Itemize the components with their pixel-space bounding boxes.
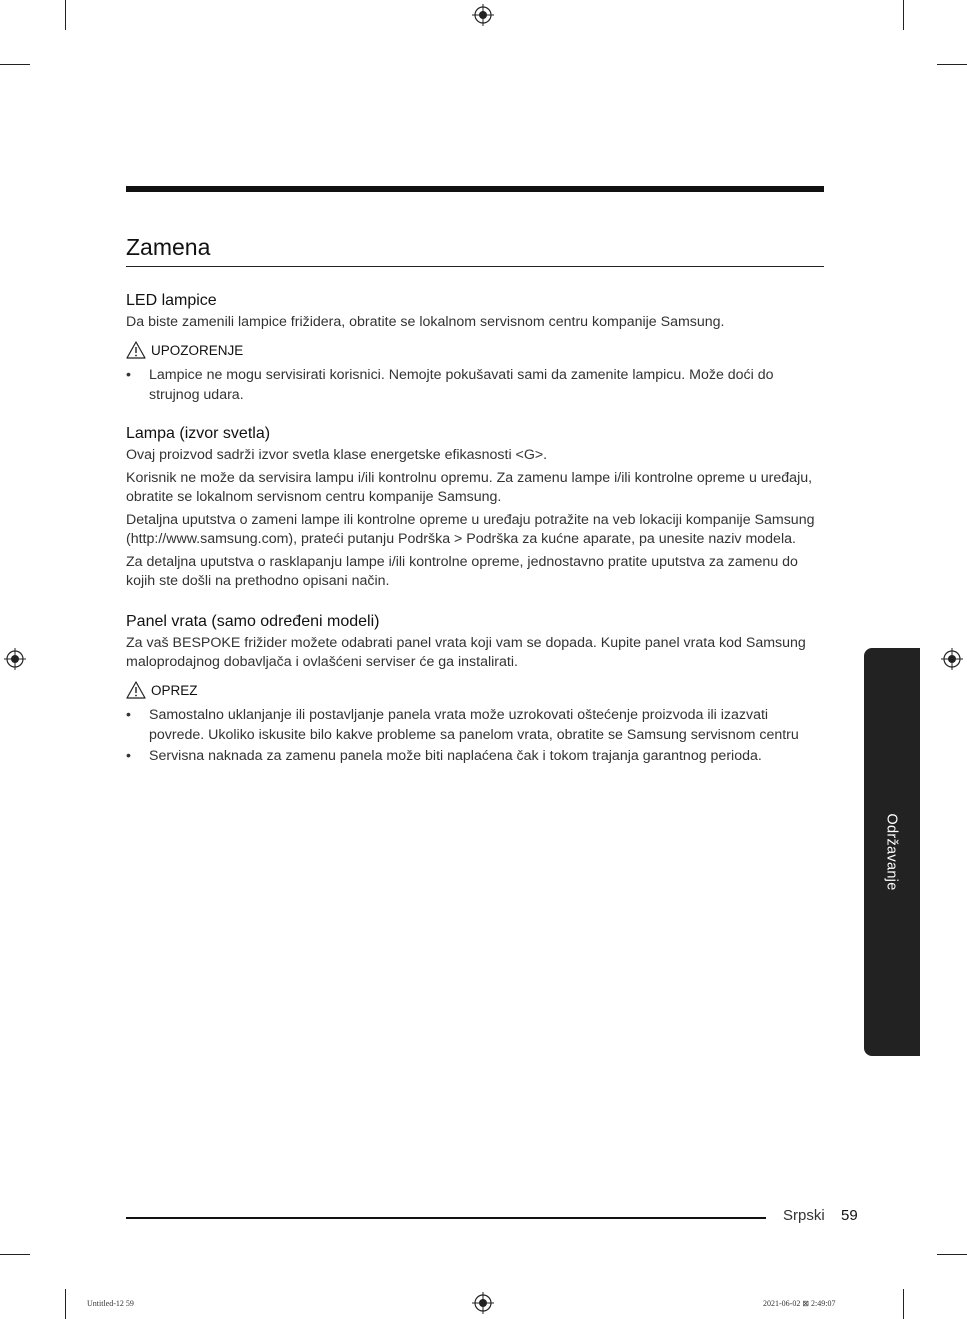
- print-date-info: 2021-06-02 ⊠ 2:49:07: [763, 1299, 836, 1308]
- crop-mark: [0, 1254, 30, 1255]
- crop-mark: [937, 64, 967, 65]
- lamp-heading: Lampa (izvor svetla): [126, 425, 271, 442]
- list-item: • Samostalno uklanjanje ili postavljanje panela vrata može uzrokovati oštećenje proizvoda ili izazvati povrede. Ukoliko iskusite bilo kakve probleme sa panelom vrata, obratite se Samsung servisnom centru: [126, 706, 826, 745]
- crop-mark: [903, 0, 904, 30]
- page-number: 59: [841, 1207, 858, 1224]
- lamp-paragraph: Korisnik ne može da servisira lampu i/ili kontrolnu opremu. Za zamenu lampe i/ili kontrolne opreme u uređaju, obratite se lokalnom servisnom centru kompanije Samsung.: [126, 469, 813, 505]
- crop-mark: [937, 1254, 967, 1255]
- warning-triangle-icon: [126, 341, 146, 359]
- lamp-paragraph: Ovaj proizvod sadrži izvor svetla klase energetske efikasnosti <G>.: [126, 447, 548, 463]
- panel-section: [126, 611, 826, 767]
- warning-label: UPOZORENJE: [151, 342, 244, 358]
- title-rule: [126, 266, 824, 267]
- registration-mark-icon: [941, 648, 963, 670]
- registration-mark-icon: [472, 4, 494, 26]
- footer-language: Srpski: [783, 1207, 825, 1224]
- led-heading: LED lampice: [126, 292, 217, 309]
- section-title: Zamena: [126, 234, 211, 260]
- chapter-tab-label: Održavanje: [884, 813, 900, 891]
- lamp-section: [126, 423, 826, 592]
- top-rule: [126, 186, 824, 192]
- crop-mark: [903, 1289, 904, 1319]
- caution-notice: [126, 681, 826, 701]
- lamp-paragraph: Za detaljna uputstva o rasklapanju lampe i/ili kontrolne opreme, jednostavno pratite uputstva za zamenu do kojih ste došli na prethodno opisani način.: [126, 553, 798, 589]
- registration-mark-icon: [472, 1292, 494, 1314]
- list-item: • Servisna naknada za zamenu panela može biti naplaćena čak i tokom trajanja garantnog perioda.: [126, 747, 826, 767]
- crop-mark: [65, 1289, 66, 1319]
- list-item: • Lampice ne mogu servisirati korisnici. Nemojte pokušavati sami da zamenite lampicu. Može doći do strujnog udara.: [126, 366, 826, 405]
- led-section: [126, 290, 826, 405]
- crop-mark: [0, 64, 30, 65]
- crop-mark: [65, 0, 66, 30]
- footer-rule: [126, 1217, 766, 1219]
- caution-list: [126, 706, 826, 767]
- led-text: Da biste zamenili lampice frižidera, obratite se lokalnom servisnom centru kompanije Samsung.: [126, 314, 725, 330]
- panel-heading: Panel vrata (samo određeni modeli): [126, 612, 380, 630]
- print-file-info: Untitled-12 59: [87, 1299, 134, 1308]
- main-content: [126, 290, 826, 769]
- caution-label: OPREZ: [151, 682, 198, 698]
- warning-list: [126, 366, 826, 405]
- lamp-paragraph: Detaljna uputstva o zameni lampe ili kontrolne opreme u uređaju potražite na veb lokaciji kompanije Samsung (http://www.samsung.com), prateći putanju Podrška > Podrška za kućne aparate, pa unesite naziv modela.: [126, 511, 815, 547]
- registration-mark-icon: [4, 648, 26, 670]
- warning-notice: [126, 341, 826, 361]
- chapter-tab: [864, 648, 920, 1056]
- caution-triangle-icon: [126, 681, 146, 699]
- panel-text: Za vaš BESPOKE frižider možete odabrati panel vrata koji vam se dopada. Kupite panel vrata kod Samsung maloprodajnog dobavljača i ovlašćeni serviser će ga instalirati.: [126, 634, 806, 670]
